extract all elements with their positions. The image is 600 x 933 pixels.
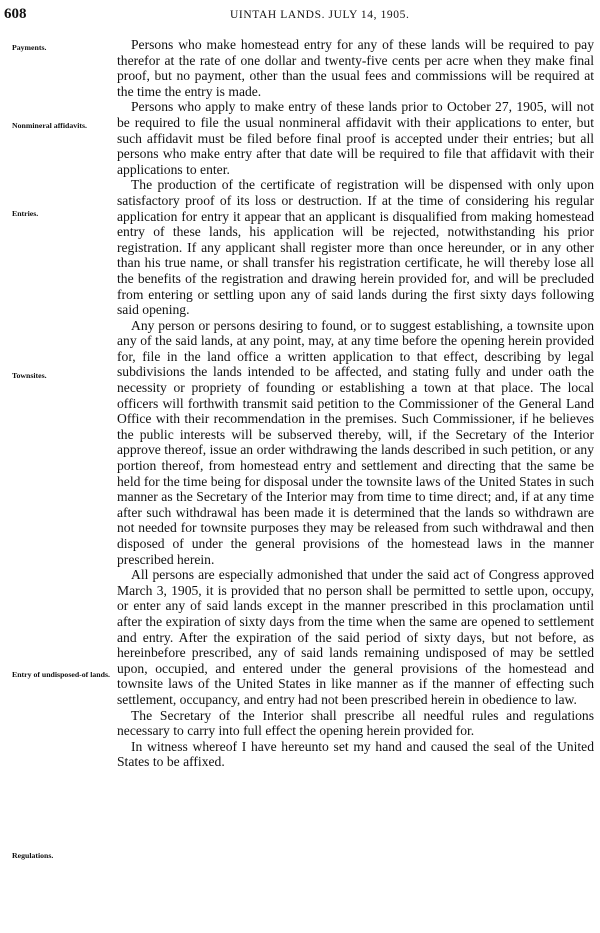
- page-header: [0, 0, 600, 24]
- page-number: 608: [4, 6, 27, 22]
- paragraph-nonmineral-affidavits: Persons who apply to make entry of these lands prior to October 27, 1905, will not be required to file the usual nonmineral affidavit with their applications to enter, but such affidavit must be filed before final proof is accepted under their entries; but all persons who make entry after that date will be required to file that affidavit with their applications to enter.: [117, 99, 594, 177]
- margin-note-payments: Payments.: [12, 43, 47, 52]
- margin-note-entries: Entries.: [12, 209, 39, 218]
- paragraph-entries: The production of the certificate of registration will be dispensed with only upon satisfactory proof of its loss or destruction. If at the time of considering his regular application for entry it appear that an applicant is disqualified from making homestead entry of these lands, his application will be rejected, notwithstanding his prior registration. If any applicant shall register more than once hereunder, or in any other than his true name, or shall transfer his registration certificate, he will thereby lose all the benefits of the registration and drawing herein provided for, and will be precluded from entering or settling upon any of said lands during the first sixty days following said opening.: [117, 177, 594, 318]
- running-head: UINTAH LANDS. JULY 14, 1905.: [230, 9, 410, 21]
- margin-note-townsites: Townsites.: [12, 371, 47, 380]
- paragraph-townsites: Any person or persons desiring to found, or to suggest establishing, a townsite upon any of the said lands, at any point, may, at any time before the opening herein provided for, file in the land office a written application to that effect, describing by legal subdivisions the lands intended to be affected, and stating fully and under oath the necessity or propriety of founding or establishing a town at that place. The local officers will forthwith transmit said petition to the Commissioner of the General Land Office with their recommendation in the premises. Such Commissioner, if he believes the public interests will be subserved thereby, will, if the Secretary of the Interior approve thereof, issue an order withdrawing the lands described in such petition, or any portion thereof, from homestead entry and settlement and directing that the same be held for the time being for disposal under the townsite laws of the United States in such manner as the Secretary of the Interior may from time to time direct; and, if at any time after such withdrawal has been made it is determined that the lands so withdrawn are not needed for townsite purposes they may be released from such withdrawal and then disposed of under the general provisions of the homestead laws in the manner prescribed herein.: [117, 317, 594, 567]
- margin-note-entry-undisposed-lands: Entry of undisposed-of lands.: [12, 670, 110, 679]
- paragraph-undisposed-lands: All persons are especially admonished that under the said act of Congress approved March 3, 1905, it is provided that no person shall be permitted to settle upon, occupy, or enter any of said lands except in the manner prescribed in this proclamation until after the expiration of sixty days from the time when the same are opened to settlement and entry. After the expiration of the said period of sixty days, but not before, as hereinbefore prescribed, any of said lands remaining undisposed of may be settled upon, occupied, and entered under the general provisions of the homestead and townsite laws of the United States in like manner as if the manner of effecting such settlement, occupancy, and entry had not been prescribed herein in obedience to law.: [117, 567, 594, 707]
- margin-note-regulations: Regulations.: [12, 851, 54, 860]
- document-body: [117, 37, 594, 770]
- paragraph-regulations: The Secretary of the Interior shall prescribe all needful rules and regulations necessary to carry into full effect the opening herein provided for.: [117, 707, 594, 739]
- paragraph-witness: In witness whereof I have hereunto set my hand and caused the seal of the United States to be affixed.: [117, 738, 594, 770]
- paragraph-payments: Persons who make homestead entry for any of these lands will be required to pay therefor at the rate of one dollar and twenty-five cents per acre when they make final proof, but no payment, other than the usual fees and commissions will be required at the time the entry is made.: [117, 37, 594, 99]
- margin-note-nonmineral-affidavits: Nonmineral affidavits.: [12, 121, 87, 130]
